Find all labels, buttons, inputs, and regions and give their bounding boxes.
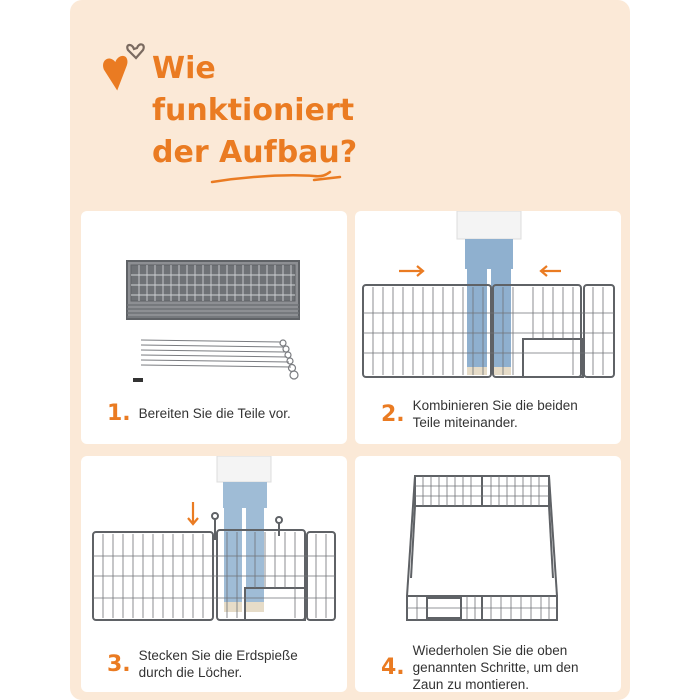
combine-panels-illustration [355,211,621,386]
step-text [413,642,579,693]
step-text-line-1: Wiederholen Sie die oben [412,643,568,658]
step-4 [381,642,579,693]
step-3 [107,647,298,681]
step-text [413,397,578,431]
title-line-1: Wie [152,51,216,86]
step-card-3 [81,456,347,692]
step-text-line-2: durch die Löcher. [138,665,243,680]
step-text: Bereiten Sie die Teile vor. [138,406,291,421]
step-number: 2. [381,401,405,427]
step-number: 3. [107,651,131,677]
step-text-line-1: Stecken Sie die Erdspieße [138,648,298,663]
assembled-enclosure-illustration [355,456,621,631]
title-line-2: funktioniert [152,93,355,128]
page-title [152,48,357,174]
step-number: 4. [381,655,405,680]
hearts-icon [98,34,154,100]
step-text-line-3: Zaun zu montieren. [412,677,529,692]
ground-stakes-illustration [81,456,347,631]
title-underline [210,168,342,190]
fence-parts-illustration [81,211,347,386]
step-card-2 [355,211,621,444]
step-text-line-2: genannten Schritte, um den [412,660,579,675]
step-card-4 [355,456,621,692]
title-line-3: der Aufbau? [152,135,358,170]
step-text-line-1: Kombinieren Sie die beiden [412,398,578,413]
step-card-1 [81,211,347,444]
step-text [139,647,298,681]
step-1 [107,401,291,426]
step-2 [381,397,578,431]
step-number: 1. [107,401,131,426]
step-text-line-2: Teile miteinander. [412,415,518,430]
